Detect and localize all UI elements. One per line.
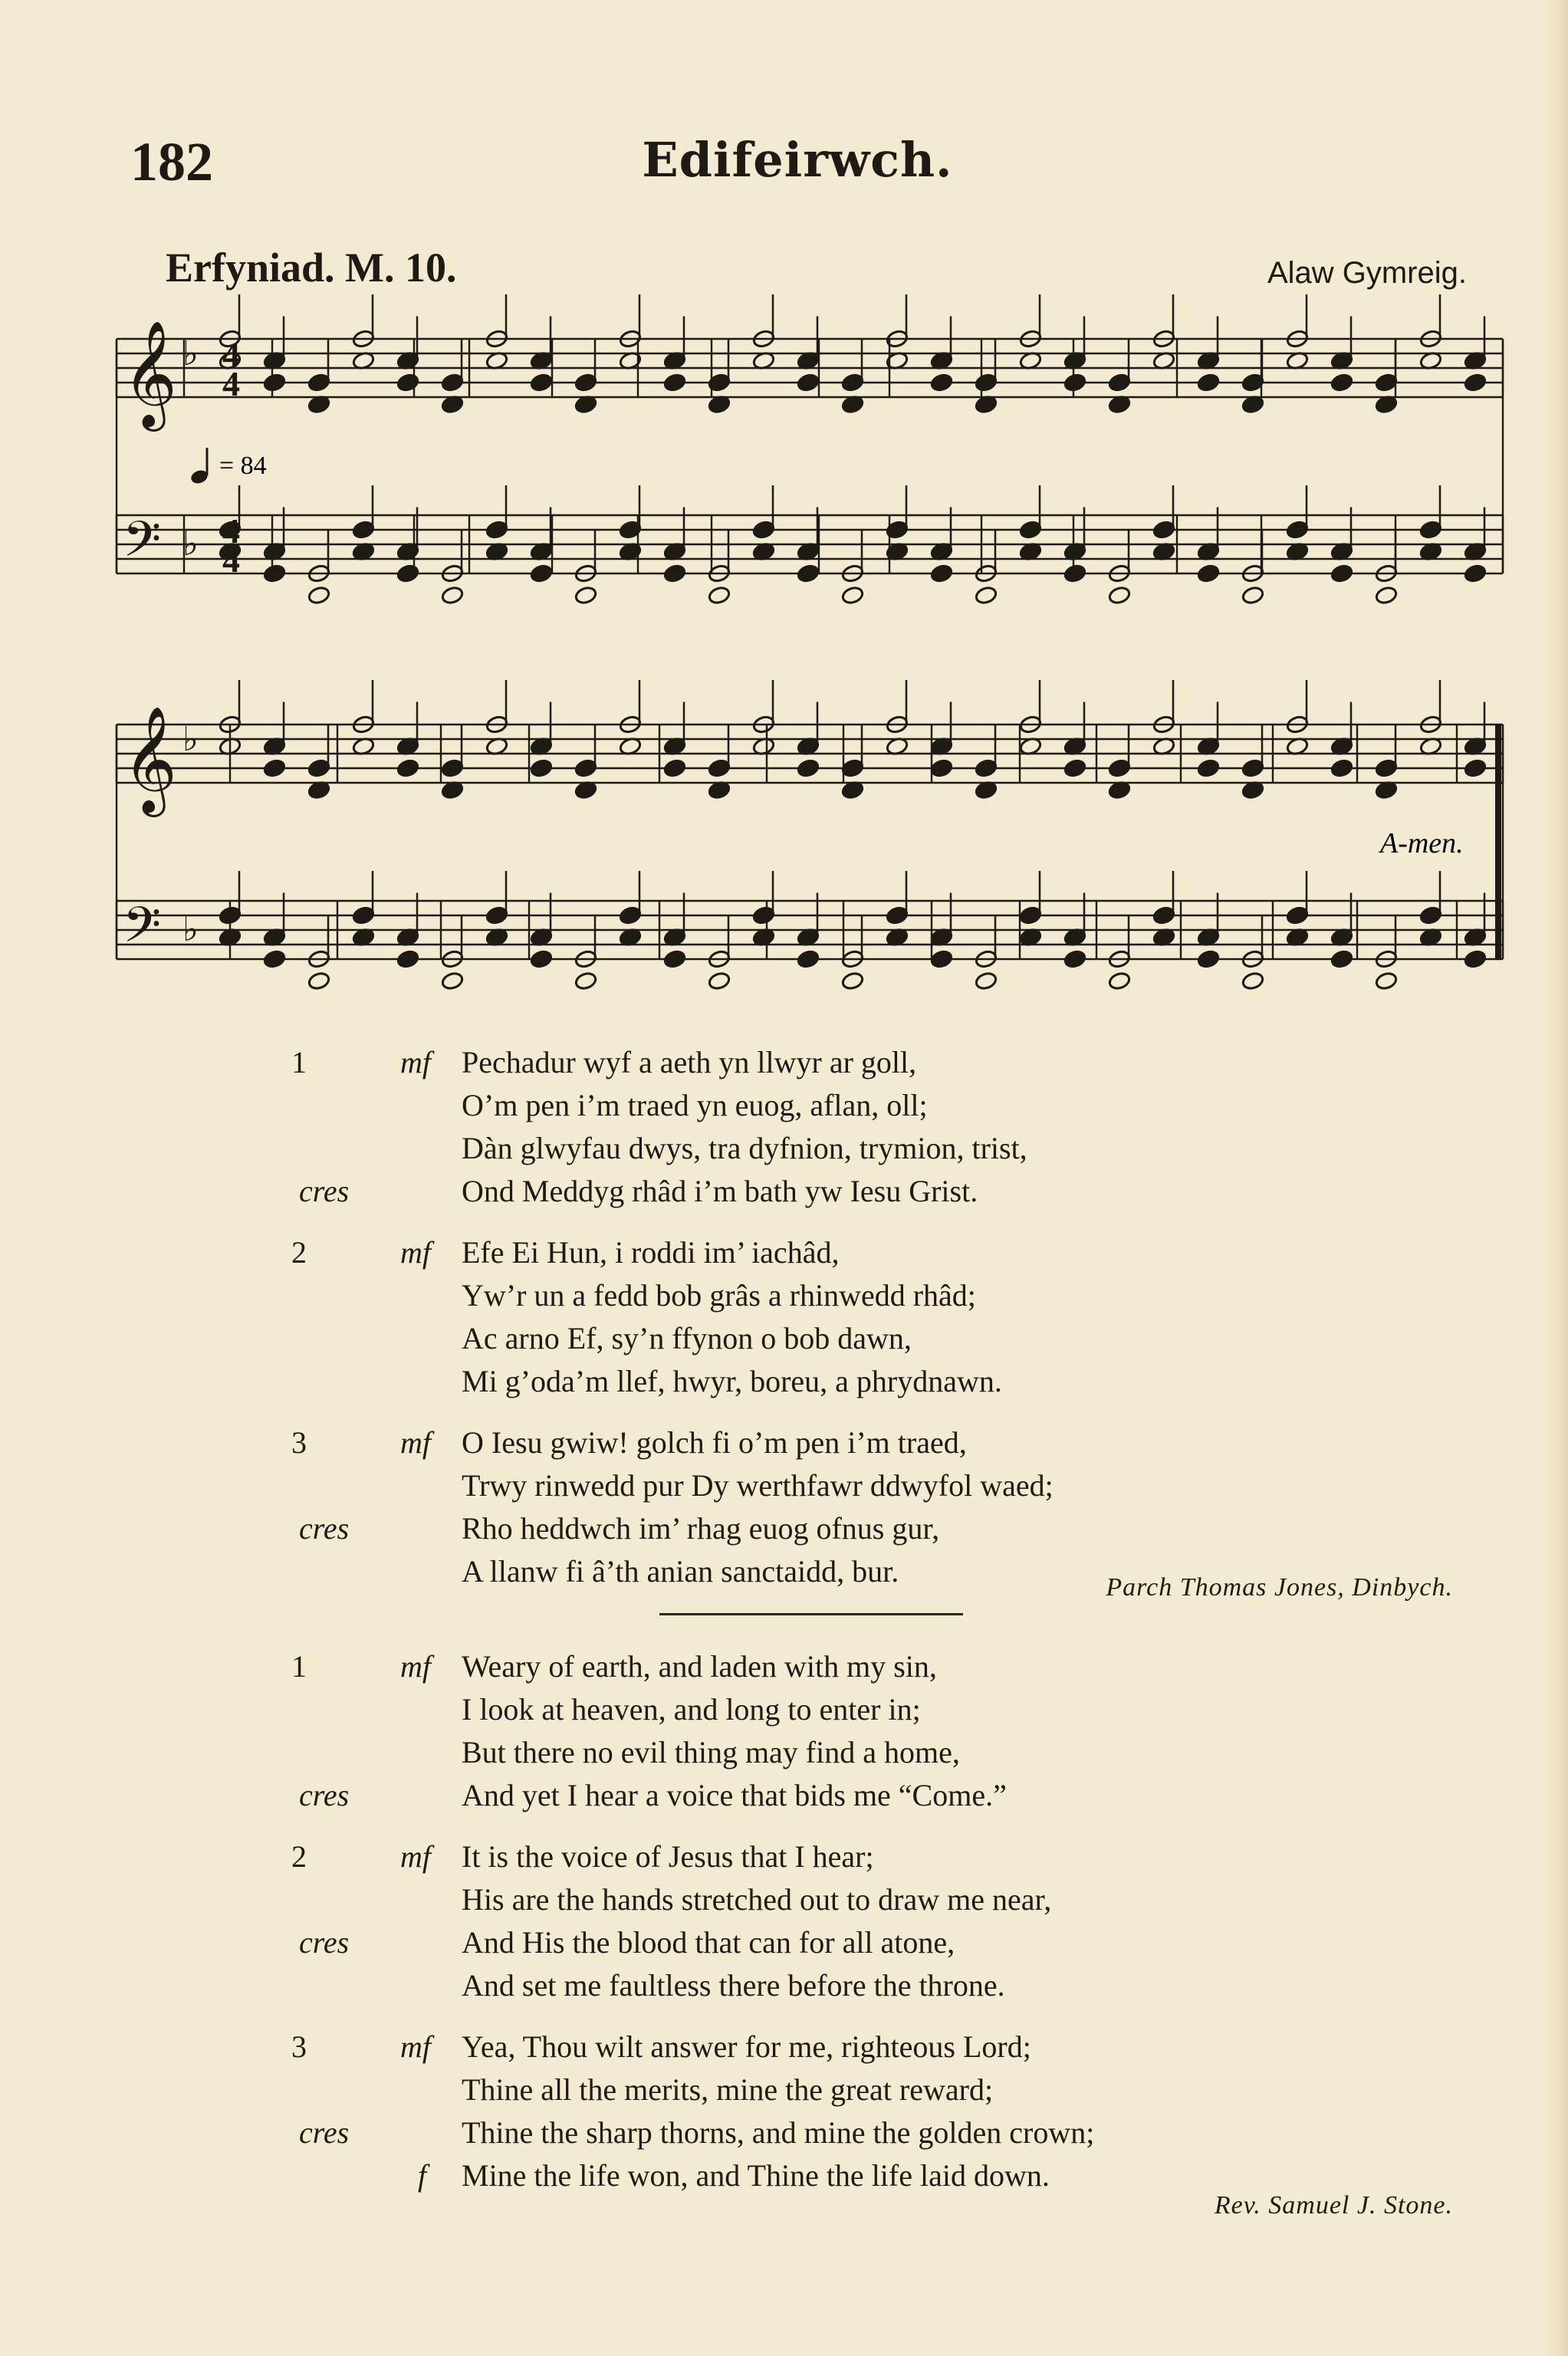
note-head	[1063, 373, 1087, 393]
treble-clef-icon: 𝄞	[123, 320, 177, 427]
dynamic-marking: mf	[400, 1425, 431, 1460]
verse-number: 3	[291, 2029, 307, 2064]
dynamic-marking: cres	[299, 1778, 350, 1812]
note-head	[530, 564, 554, 583]
time-signature-top: 4	[222, 511, 240, 550]
dynamic-marking: cres	[299, 1511, 350, 1546]
flat-key-icon: ♭	[182, 524, 199, 564]
note-head	[307, 586, 331, 606]
note-head	[930, 758, 954, 778]
note-head	[263, 373, 287, 393]
note-head	[1108, 971, 1132, 991]
note-head	[530, 758, 554, 778]
time-signature-bottom: 4	[222, 541, 240, 580]
music-score	[0, 0, 1568, 1012]
note-head	[841, 758, 865, 778]
bass-clef-icon: 𝄢	[123, 511, 162, 580]
dynamic-marking: mf	[400, 1045, 431, 1079]
lyric-text: Ond Meddyg rhâd i’m bath yw Iesu Grist.	[462, 1174, 978, 1208]
lyric-text: O Iesu gwiw! golch fi o’m pen i’m traed,	[462, 1425, 967, 1460]
amen-text: A-men.	[1380, 827, 1464, 859]
lyric-text: Weary of earth, and laden with my sin,	[462, 1649, 937, 1684]
note-head	[1375, 373, 1399, 393]
note-head	[975, 373, 998, 393]
note-head	[1330, 564, 1354, 583]
lyric-text: Rho heddwch im’ rhag euog ofnus gur,	[462, 1511, 940, 1546]
treble-clef-icon: 𝄞	[123, 706, 177, 813]
lyric-text: Thine all the merits, mine the great reward;	[462, 2072, 994, 2107]
verse-number: 3	[291, 1425, 307, 1460]
final-barline	[1495, 725, 1501, 959]
note-head	[1330, 949, 1354, 969]
note-head	[441, 971, 465, 991]
lyric-text: But there no evil thing may find a home,	[462, 1735, 960, 1769]
note-head	[1286, 905, 1310, 925]
note-head	[530, 949, 554, 969]
note-head	[1063, 949, 1087, 969]
note-head	[1152, 520, 1176, 540]
note-head	[1464, 373, 1487, 393]
note-head	[975, 758, 998, 778]
flat-key-icon: ♭	[182, 334, 199, 373]
note-head	[841, 971, 865, 991]
dynamic-marking: cres	[299, 1925, 350, 1960]
note-head	[1197, 373, 1221, 393]
note-head	[1241, 586, 1265, 606]
note-head	[663, 373, 687, 393]
note-head	[530, 373, 554, 393]
note-head	[1197, 758, 1221, 778]
lyric-text: Ac arno Ef, sy’n ffynon o bob dawn,	[462, 1321, 912, 1355]
note-head	[263, 949, 287, 969]
note-head	[1108, 586, 1132, 606]
note-head	[797, 949, 820, 969]
note-head	[708, 971, 731, 991]
note-head	[1375, 758, 1399, 778]
lyric-text: O’m pen i’m traed yn euog, aflan, oll;	[462, 1088, 928, 1122]
note-head	[1464, 949, 1487, 969]
note-head	[574, 586, 598, 606]
verse-number: 2	[291, 1839, 307, 1874]
note-head	[352, 905, 376, 925]
note-head	[930, 373, 954, 393]
note-head	[1108, 758, 1132, 778]
dynamic-marking: mf	[400, 1649, 431, 1684]
note-head	[219, 905, 242, 925]
note-head	[663, 564, 687, 583]
note-head	[708, 586, 731, 606]
dynamic-marking: f	[418, 2158, 427, 2193]
dynamic-marking: mf	[400, 2029, 431, 2064]
lyric-text: And His the blood that can for all atone,	[462, 1925, 955, 1960]
note-head	[1330, 373, 1354, 393]
verse-number: 2	[291, 1235, 307, 1270]
lyric-text: And set me faultless there before the throne.	[462, 1968, 1005, 2003]
lyric-text: His are the hands stretched out to draw me near,	[462, 1882, 1052, 1917]
lyric-text: Efe Ei Hun, i roddi im’ iachâd,	[462, 1235, 840, 1270]
note-head	[1464, 564, 1487, 583]
english-attribution: Rev. Samuel J. Stone.	[1214, 2191, 1453, 2220]
note-head	[1375, 586, 1399, 606]
flat-key-icon: ♭	[182, 720, 199, 759]
tune-name: Erfyniad. M. 10.	[166, 245, 457, 291]
tune-source: Alaw Gymreig.	[1267, 256, 1467, 290]
note-head	[975, 971, 998, 991]
note-head	[886, 905, 909, 925]
page-number: 182	[130, 131, 213, 192]
time-signature-bottom: 4	[222, 364, 240, 403]
note-head	[307, 971, 331, 991]
dynamic-marking: cres	[299, 2115, 350, 2150]
note-head	[1108, 373, 1132, 393]
note-head	[1197, 564, 1221, 583]
note-head	[574, 373, 598, 393]
lyric-text: Mine the life won, and Thine the life laid down.	[462, 2158, 1050, 2193]
verse-number: 1	[291, 1045, 307, 1079]
note-head	[1419, 905, 1443, 925]
note-head	[930, 564, 954, 583]
welsh-attribution: Parch Thomas Jones, Dinbych.	[1106, 1573, 1453, 1602]
note-head	[441, 758, 465, 778]
note-head	[797, 373, 820, 393]
tempo-text: = 84	[219, 452, 267, 480]
verse-number: 1	[291, 1649, 307, 1684]
lyric-text: Thine the sharp thorns, and mine the golden crown;	[462, 2115, 1095, 2150]
note-head	[1019, 905, 1043, 925]
note-head	[663, 949, 687, 969]
dynamic-marking: cres	[299, 1174, 350, 1208]
note-head	[1152, 905, 1176, 925]
note-head	[708, 758, 731, 778]
note-head	[574, 758, 598, 778]
note-head	[1241, 758, 1265, 778]
note-head	[263, 564, 287, 583]
bass-clef-icon: 𝄢	[123, 897, 162, 966]
lyric-text: Pechadur wyf a aeth yn llwyr ar goll,	[462, 1045, 917, 1079]
section-divider	[659, 1613, 963, 1615]
lyric-text: A llanw fi â’th anian sanctaidd, bur.	[462, 1554, 899, 1589]
dynamic-marking: mf	[400, 1235, 431, 1270]
note-head	[1063, 564, 1087, 583]
note-head	[485, 520, 509, 540]
note-head	[1464, 758, 1487, 778]
note-head	[396, 758, 420, 778]
note-head	[574, 971, 598, 991]
time-signature-top: 4	[222, 335, 240, 374]
note-head	[396, 949, 420, 969]
lyric-text: Mi g’oda’m llef, hwyr, boreu, a phrydnawn.	[462, 1364, 1002, 1398]
note-head	[930, 949, 954, 969]
note-head	[752, 520, 776, 540]
note-head	[485, 905, 509, 925]
note-head	[1197, 949, 1221, 969]
note-head	[663, 758, 687, 778]
note-head	[307, 758, 331, 778]
lyric-text: Yw’r un a fedd bob grâs a rhinwedd rhâd;	[462, 1278, 976, 1313]
note-head	[263, 758, 287, 778]
note-head	[975, 586, 998, 606]
note-head	[1063, 758, 1087, 778]
note-head	[1241, 971, 1265, 991]
note-head	[352, 520, 376, 540]
lyric-text: Yea, Thou wilt answer for me, righteous Lord;	[462, 2029, 1031, 2064]
note-head	[841, 586, 865, 606]
note-head	[441, 586, 465, 606]
note-head	[396, 373, 420, 393]
note-head	[619, 905, 643, 925]
lyric-text: It is the voice of Jesus that I hear;	[462, 1839, 874, 1874]
note-head	[797, 564, 820, 583]
note-head	[841, 373, 865, 393]
note-head	[1330, 758, 1354, 778]
flat-key-icon: ♭	[182, 910, 199, 949]
note-head	[1019, 520, 1043, 540]
dynamic-marking: mf	[400, 1839, 431, 1874]
note-head	[307, 373, 331, 393]
note-head	[396, 564, 420, 583]
lyric-text: And yet I hear a voice that bids me “Come.”	[462, 1778, 1007, 1812]
running-head: Edifeirwch.	[642, 132, 953, 188]
note-head	[1419, 520, 1443, 540]
lyric-text: Trwy rinwedd pur Dy werthfawr ddwyfol waed;	[462, 1468, 1054, 1503]
note-head	[441, 373, 465, 393]
lyric-text: I look at heaven, and long to enter in;	[462, 1692, 921, 1727]
lyric-text: Dàn glwyfau dwys, tra dyfnion, trymion, trist,	[462, 1131, 1027, 1165]
note-head	[1286, 520, 1310, 540]
note-head	[797, 758, 820, 778]
note-head	[752, 905, 776, 925]
note-head	[1375, 971, 1399, 991]
